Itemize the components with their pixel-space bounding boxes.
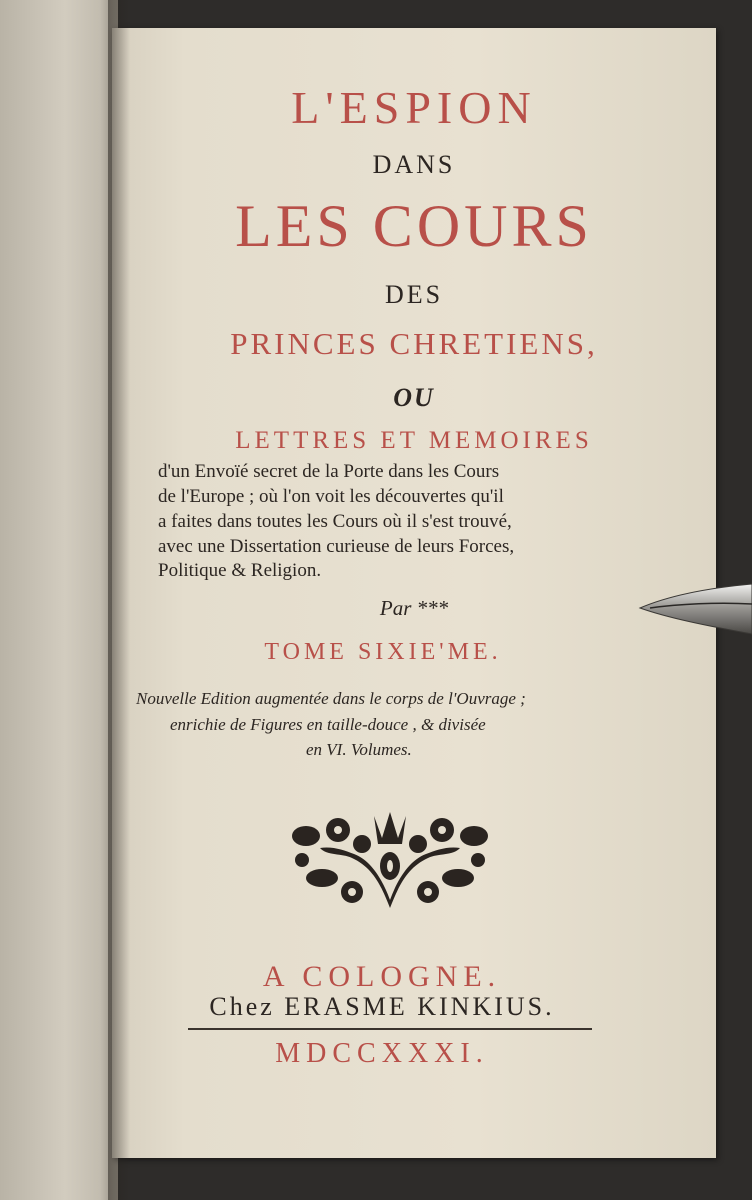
facing-page <box>0 0 118 1200</box>
edition-line: Nouvelle Edition augmentée dans le corps de l'Ouvrage ; <box>136 689 526 708</box>
edition-line: en VI. Volumes. <box>306 740 412 759</box>
title-line-dans: DANS <box>372 150 456 179</box>
floral-ornament-icon <box>282 808 498 918</box>
title-line-les-cours: LES COURS <box>235 193 593 259</box>
description-line: a faites dans toutes les Cours où il s'est trouvé, <box>158 511 512 532</box>
title-line-espion: L'ESPION <box>291 82 537 133</box>
description-line: de l'Europe ; où l'on voit les découvertes qu'il <box>158 486 504 507</box>
author-line: Par *** <box>379 596 449 620</box>
title-line-ou: OU <box>393 383 435 412</box>
description-line: avec une Dissertation curieuse de leurs Forces, <box>158 536 515 557</box>
imprint-publisher: Chez ERASME KINKIUS. <box>209 992 555 1021</box>
imprint-place: A COLOGNE. <box>262 960 502 993</box>
volume-line: TOME SIXIE'ME. <box>264 639 502 665</box>
description-line: d'un Envoïé secret de la Porte dans les Cours <box>158 461 500 482</box>
title-line-des: DES <box>384 280 444 309</box>
title-line-princes: PRINCES CHRETIENS, <box>230 326 598 361</box>
title-line-lettres: LETTRES ET MEMOIRES <box>235 427 593 454</box>
imprint-year: MDCCXXXI. <box>275 1038 489 1069</box>
description-line: Politique & Religion. <box>158 560 322 581</box>
imprint-rule <box>188 1028 592 1030</box>
metal-pointer <box>638 582 752 638</box>
edition-line: enrichie de Figures en taille-douce , & divisée <box>170 715 486 734</box>
